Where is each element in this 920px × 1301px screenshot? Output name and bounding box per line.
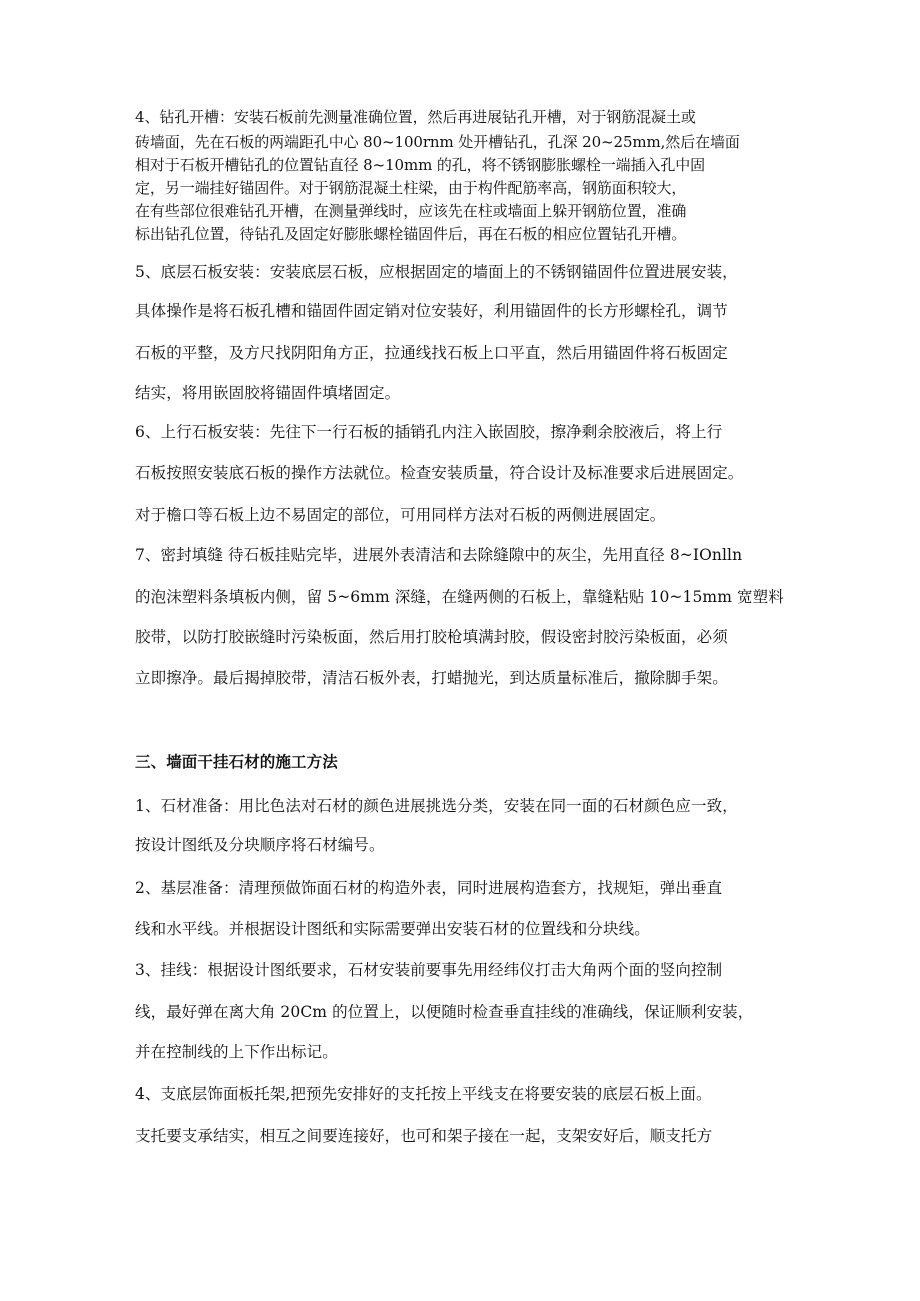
text-line: 线和水平线。并根据设计图纸和实际需要弹出安装石材的位置线和分块线。 <box>135 920 650 938</box>
text-line: 4、支底层饰面板托架,把预先安排好的支托按上平线支在将要安装的底层石板上面。 <box>135 1085 712 1103</box>
text-line: 标出钻孔位置，待钻孔及固定好膨胀螺栓锚固件后，再在石板的相应位置钻孔开槽。 <box>135 225 687 243</box>
text-line: 定，另一端挂好锚固件。对于钢筋混凝土柱梁，由于构件配筋率高，钢筋面积较大， <box>135 179 687 197</box>
text-line: 砖墙面，先在石板的两端距孔中心 80~100rnm 处开槽钻孔，孔深 20~25mm,然后在墙面 <box>135 133 740 151</box>
text-line: 的泡沫塑料条填板内侧，留 5~6mm 深缝，在缝两侧的石板上，靠缝粘贴 10~15mm 宽塑料 <box>135 588 784 606</box>
text-line: 5、底层石板安装：安装底层石板，应根据固定的墙面上的不锈钢锚固件位置进展安装， <box>135 263 738 281</box>
text-line: 7、密封填缝 待石板挂贴完毕，进展外表清洁和去除缝隙中的灰尘，先用直径 8~IOnlln <box>135 546 743 564</box>
text-line: 按设计图纸及分块顺序将石材编号。 <box>135 836 385 854</box>
text-line: 对于檐口等石板上边不易固定的部位，可用同样方法对石板的两侧进展固定。 <box>135 506 666 524</box>
text-line: 3、挂线：根据设计图纸要求，石材安装前要事先用经纬仪打击大角两个面的竖向控制 <box>135 961 723 979</box>
text-line: 立即擦净。最后揭掉胶带，清洁石板外表，打蜡抛光，到达质量标准后，撤除脚手架。 <box>135 669 728 687</box>
text-line: 石板的平整，及方尺找阴阳角方正，拉通线找石板上口平直，然后用锚固件将石板固定 <box>135 344 728 362</box>
text-line: 1、石材准备：用比色法对石材的颜色进展挑选分类，安装在同一面的石材颜色应一致， <box>135 797 738 815</box>
text-line: 在有些部位很难钻孔开槽，在测量弹线时，应该先在柱或墙面上躲开钢筋位置，准确 <box>135 202 687 220</box>
text-line: 4、钻孔开槽：安装石板前先测量准确位置，然后再进展钻孔开槽，对于钢筋混凝土或 <box>135 108 696 126</box>
text-line: 支托要支承结实，相互之间要连接好，也可和架子接在一起，支架安好后，顺支托方 <box>135 1127 713 1145</box>
text-line: 并在控制线的上下作出标记。 <box>135 1043 338 1061</box>
text-line: 胶带，以防打胶嵌缝时污染板面，然后用打胶枪填满封胶，假设密封胶污染板面，必须 <box>135 628 728 646</box>
text-line: 具体操作是将石板孔槽和锚固件固定销对位安装好，利用锚固件的长方形螺栓孔，调节 <box>135 302 728 320</box>
text-line: 2、基层准备：清理预做饰面石材的构造外表，同时进展构造套方，找规矩，弹出垂直 <box>135 879 723 897</box>
text-line: 石板按照安装底石板的操作方法就位。检查安装质量，符合设计及标准要求后进展固定。 <box>135 464 744 482</box>
text-line: 线，最好弹在离大角 20Cm 的位置上，以便随时检查垂直挂线的准确线，保证顺利安装， <box>135 1003 754 1021</box>
text-line: 结实，将用嵌固胶将锚固件填堵固定。 <box>135 384 401 402</box>
section-heading: 三、墙面干挂石材的施工方法 <box>135 753 338 771</box>
text-line: 6、上行石板安装：先往下一行石板的插销孔内注入嵌固胶，擦净剩余胶液后，将上行 <box>135 423 723 441</box>
text-line: 相对于石板开槽钻孔的位置钻直径 8~10mm 的孔，将不锈钢膨胀螺栓一端插入孔中固 <box>135 156 706 174</box>
